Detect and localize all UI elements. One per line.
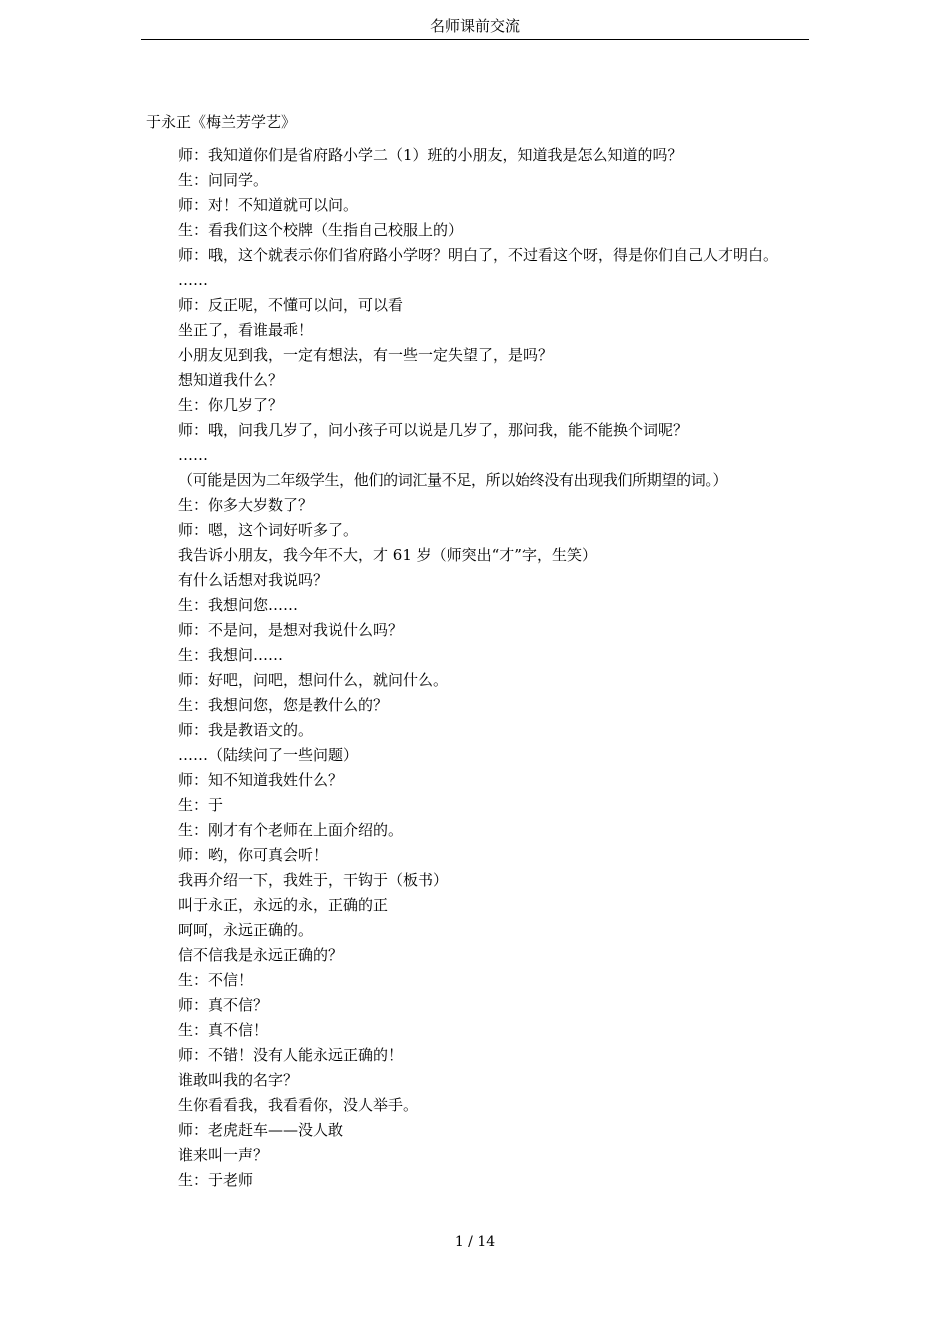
transcript-line: 生：问同学。 <box>178 171 269 189</box>
transcript-line: 坐正了，看谁最乖！ <box>178 321 314 339</box>
transcript-line: 师：我知道你们是省府路小学二（1）班的小朋友，知道我是怎么知道的吗？ <box>178 146 683 164</box>
transcript-line: 师：不错！没有人能永远正确的！ <box>178 1046 404 1064</box>
transcript-line: 谁敢叫我的名字？ <box>178 1071 299 1089</box>
document-title: 于永正《梅兰芳学艺》 <box>146 113 297 131</box>
page-header: 名师课前交流 <box>429 17 520 35</box>
transcript-line: 谁来叫一声？ <box>178 1146 269 1164</box>
transcript-line: 生：我想问您，您是教什么的？ <box>178 696 389 714</box>
transcript-line: 师：哦，问我几岁了，问小孩子可以说是几岁了，那问我，能不能换个词呢？ <box>178 421 689 439</box>
transcript-body <box>146 143 810 1193</box>
transcript-line: 叫于永正，永远的永，正确的正 <box>178 896 389 914</box>
transcript-line: 生：刚才有个老师在上面介绍的。 <box>178 821 404 839</box>
transcript-line: 师：知不知道我姓什么？ <box>178 771 344 789</box>
header-divider <box>141 39 809 40</box>
transcript-line: 师：不是问，是想对我说什么吗？ <box>178 621 404 639</box>
transcript-line: 师：嗯，这个词好听多了。 <box>178 521 359 539</box>
transcript-line: 有什么话想对我说吗？ <box>178 571 329 589</box>
page-number: 1 / 14 <box>454 1234 496 1250</box>
transcript-line: 生：于老师 <box>178 1171 254 1189</box>
transcript-line: 生：我想问…… <box>178 646 284 664</box>
transcript-line: 师：老虎赶车——没人敢 <box>178 1121 344 1139</box>
transcript-line: 师：哦，这个就表示你们省府路小学呀？明白了，不过看这个呀，得是你们自己人才明白。 <box>178 246 779 264</box>
transcript-line: 师：对！不知道就可以问。 <box>178 196 359 214</box>
transcript-line: 生：不信！ <box>178 971 254 989</box>
transcript-line: 我告诉小朋友，我今年不大，才 61 岁（师突出“才”字，生笑） <box>178 546 597 564</box>
transcript-line: 生：看我们这个校牌（生指自己校服上的） <box>178 221 464 239</box>
transcript-line: 生你看看我，我看看你，没人举手。 <box>178 1096 419 1114</box>
transcript-line: 师：真不信？ <box>178 996 269 1014</box>
transcript-line: 师：反正呢，不懂可以问，可以看 <box>178 296 404 314</box>
transcript-line: 我再介绍一下，我姓于，干钩于（板书） <box>178 871 449 889</box>
transcript-line: 呵呵，永远正确的。 <box>178 921 314 939</box>
transcript-line: 生：你多大岁数了？ <box>178 496 314 514</box>
transcript-line: 生：于 <box>178 796 224 814</box>
transcript-line: 信不信我是永远正确的？ <box>178 946 344 964</box>
transcript-line: 想知道我什么？ <box>178 371 284 389</box>
transcript-line: 小朋友见到我，一定有想法，有一些一定失望了，是吗？ <box>178 346 554 364</box>
transcript-line: 生：我想问您…… <box>178 596 299 614</box>
transcript-line: …… <box>178 271 208 289</box>
transcript-line: 师：我是教语文的。 <box>178 721 314 739</box>
transcript-line: （可能是因为二年级学生，他们的词汇量不足，所以始终没有出现我们所期望的词。） <box>178 471 728 489</box>
transcript-line: ……（陆续问了一些问题） <box>178 746 359 764</box>
transcript-line: …… <box>178 446 208 464</box>
transcript-line: 生：你几岁了？ <box>178 396 284 414</box>
transcript-line: 师：好吧，问吧，想问什么，就问什么。 <box>178 671 449 689</box>
transcript-line: 师：哟，你可真会听！ <box>178 846 329 864</box>
transcript-line: 生：真不信！ <box>178 1021 269 1039</box>
